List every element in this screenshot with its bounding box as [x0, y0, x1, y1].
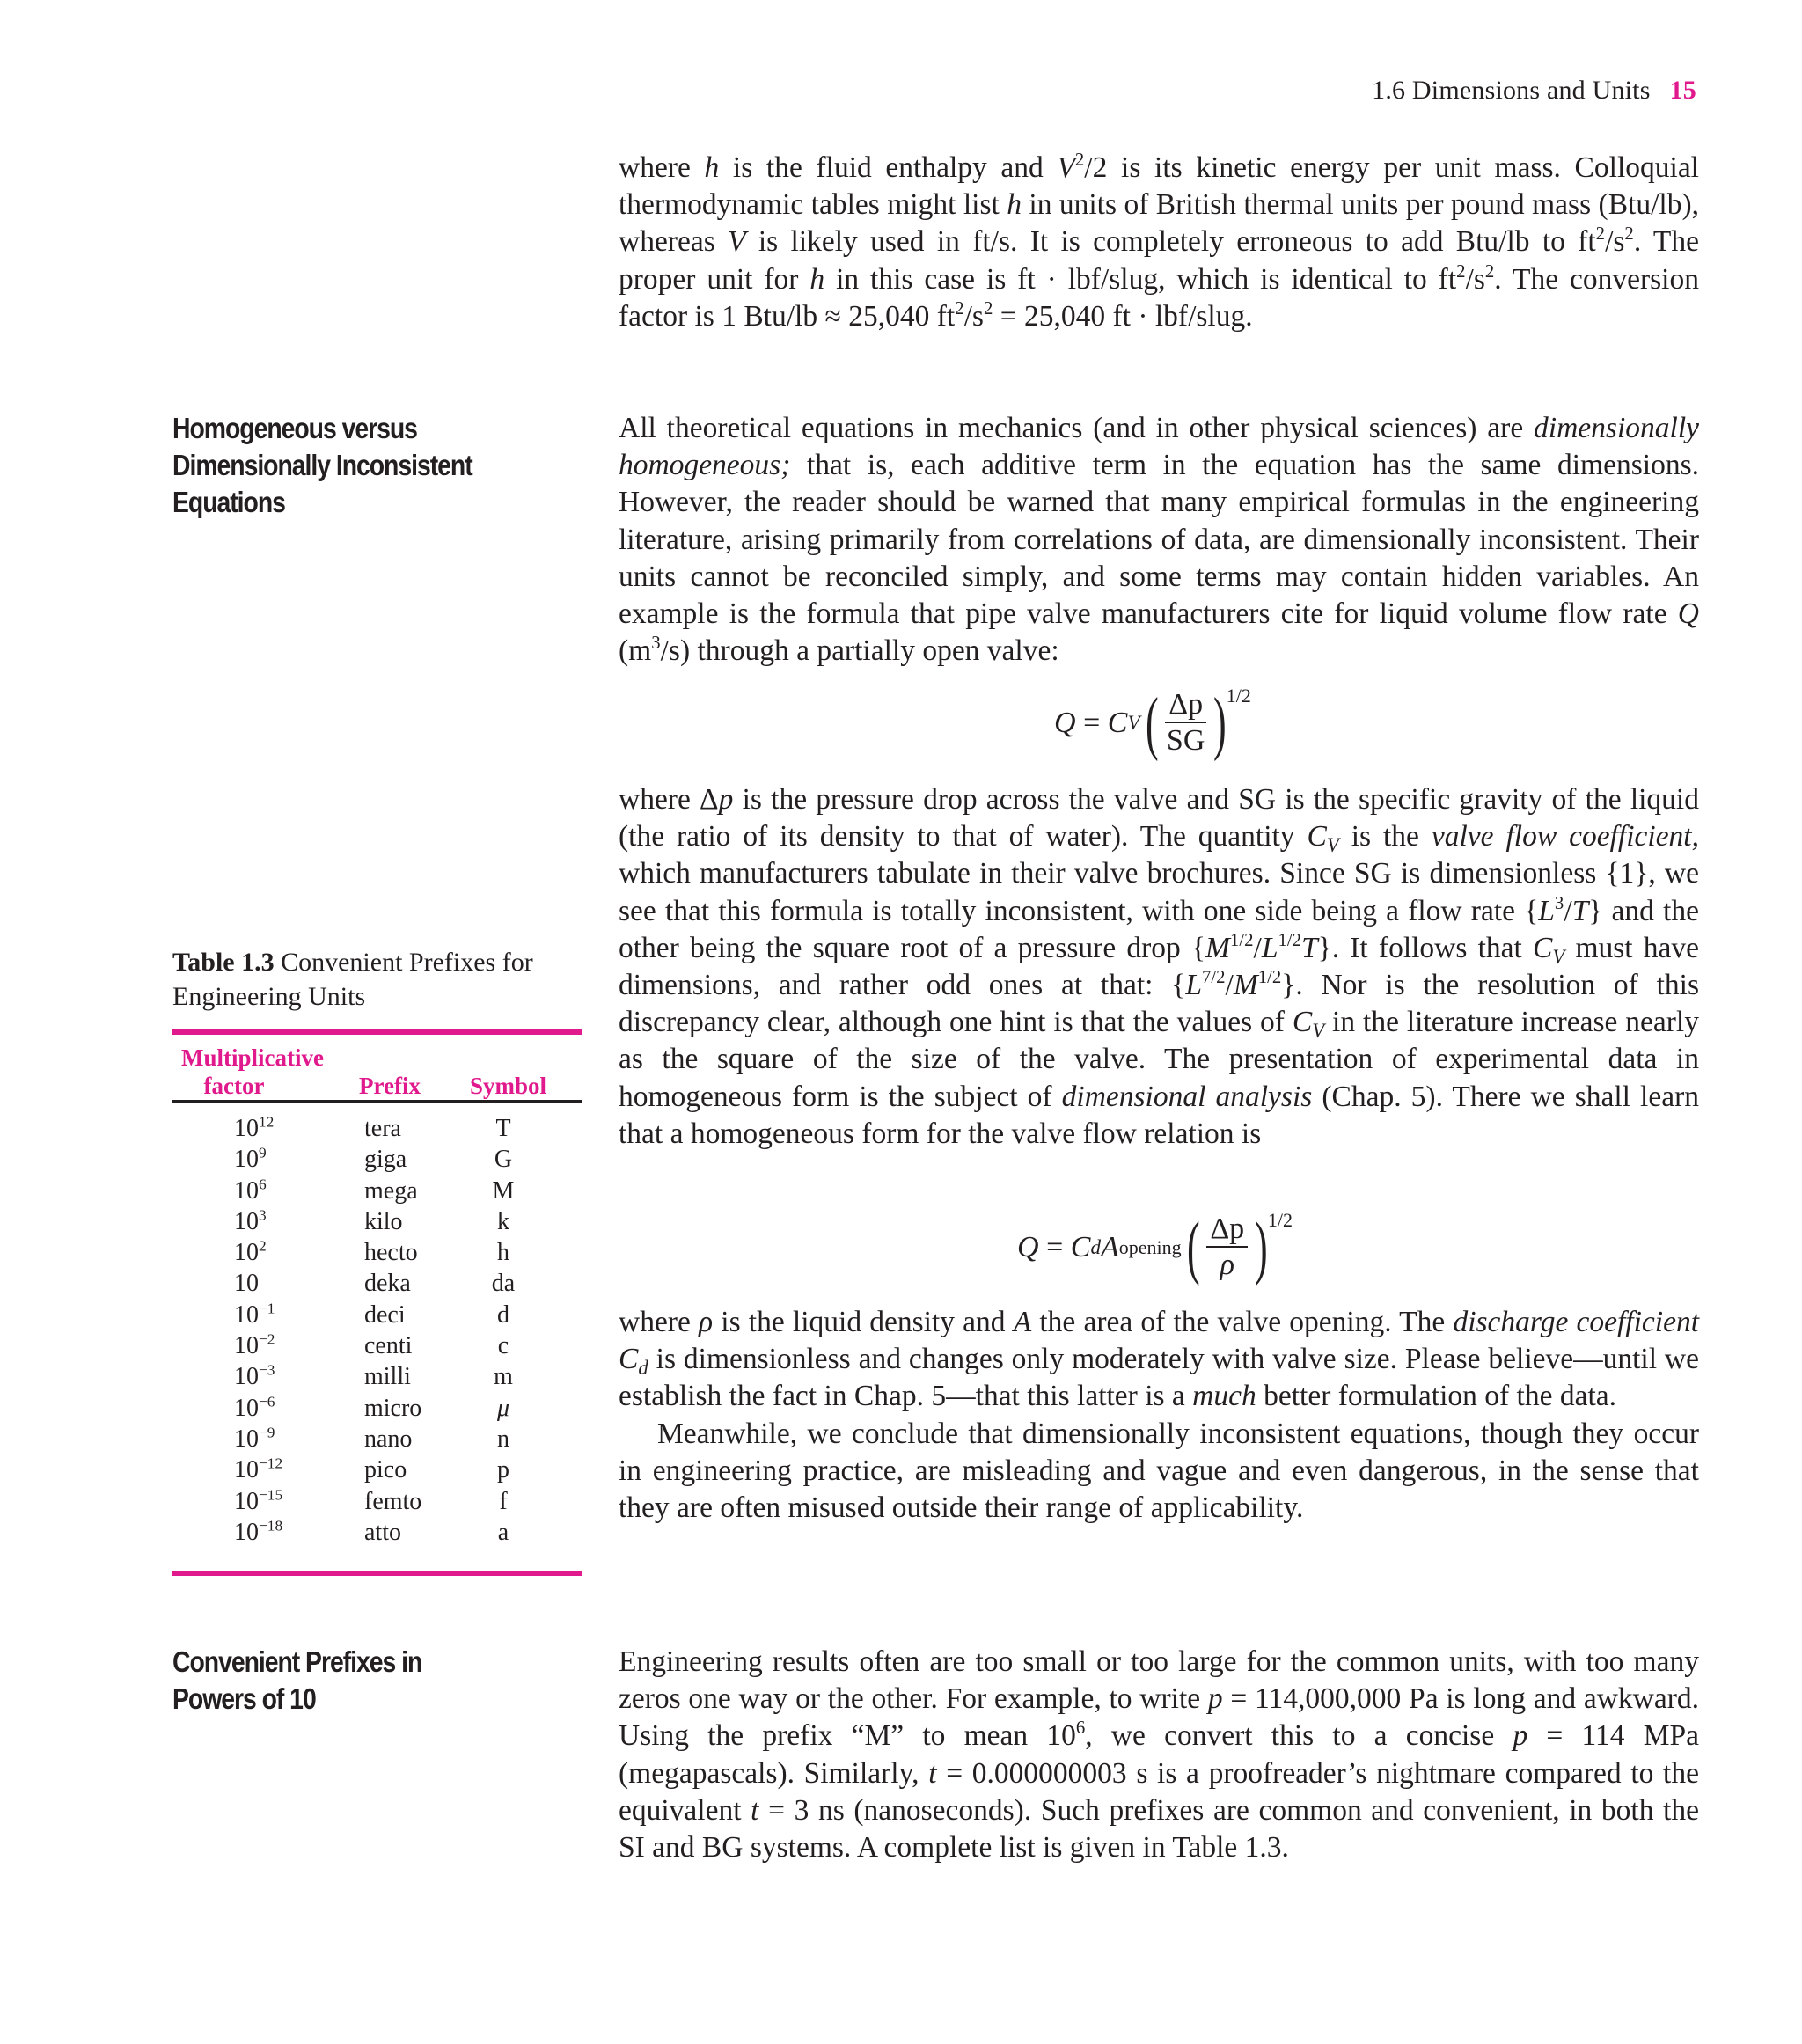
section-heading-homogeneous: Homogeneous versus Dimensionally Inconsistent Equations: [172, 412, 472, 518]
table-header: [172, 1035, 582, 1100]
cell-factor: $10^{-6}$: [234, 1392, 275, 1422]
table-row: $10^{-1}$ deci d: [234, 1300, 509, 1329]
cell-prefix: pico: [364, 1456, 407, 1484]
table-row: $10^{12}$ tera T: [234, 1113, 511, 1142]
cell-prefix: giga: [364, 1146, 407, 1174]
cell-factor: 10: [234, 1270, 259, 1298]
table-row: $10^{-15}$ femto f: [234, 1485, 508, 1515]
cell-prefix: micro: [364, 1394, 422, 1422]
page-number: 15: [1669, 76, 1696, 105]
section-heading-prefixes: Convenient Prefixes in Powers of 10: [172, 1645, 422, 1715]
cell-factor: $10^{12}$: [234, 1113, 275, 1142]
cell-prefix: kilo: [364, 1207, 403, 1235]
paragraph-inconsistent: where Δp is the pressure drop across the valve and SG is the specific gravity of the liquid (the ratio of its density to that of water). The quantity $C_V$ is the valve flow coefficient, which manufacturers tabulate in their valve brochures. Since SG is dimensionless {1}, we see that this formula is totally inconsistent, with one side being a flow rate $\{L^3/T\}$ and the other being the square root of a pressure drop $\{M^{1/2}/L^{1/2}T\}$. It follows that $C_V$ must have dimensions, and rather odd ones at that: $\{L^{7/2}/M^{1/2}\}$. Nor is the resolution of this discrepancy clear, although one hint is that the values of $C_V$ in the literature increase nearly as the square of the size of the valve. The presentation of experimental data in homogeneous form is the subject of dimensional analysis (Chap. 5). There we shall learn that a homogeneous form for the valve flow relation is: [619, 783, 1700, 1150]
table-bottom-rule: [172, 1571, 582, 1576]
cell-factor: $10^{-2}$: [234, 1330, 275, 1360]
table-row: $10^{-3}$ milli m: [234, 1361, 513, 1391]
table-caption: Table 1.3 Convenient Prefixes for Engineering Units: [172, 948, 533, 1011]
col-header-factor: Multiplicative factor: [181, 1044, 324, 1099]
cell-prefix: atto: [364, 1518, 401, 1546]
cell-prefix: mega: [364, 1176, 418, 1205]
col-header-prefix: Prefix: [359, 1073, 421, 1099]
cell-factor: $10^{-18}$: [234, 1517, 283, 1546]
table-row: $10^2$ hecto h: [234, 1237, 509, 1267]
paragraph-meanwhile: Meanwhile, we conclude that dimensionally inconsistent equations, though they occur in engineering practice, are misleading and vague and even dangerous, in the sense that they are often misused outside their range of applicability.: [619, 1417, 1699, 1525]
cell-prefix: deka: [364, 1270, 411, 1298]
table-row: $10^6$ mega M: [234, 1175, 515, 1205]
section-title: 1.6 Dimensions and Units: [1372, 76, 1651, 105]
cell-prefix: milli: [364, 1363, 411, 1391]
cell-factor: $10^{-9}$: [234, 1424, 275, 1453]
cell-factor: $10^2$: [234, 1237, 267, 1267]
paragraph-homogeneous: All theoretical equations in mechanics (and in other physical sciences) are dimensionally homogeneous; that is, each additive term in the equation has the same dimensions. However, the reader should be warned that many empirical formulas in the engineering literature, arising primarily from correlations of data, are dimensionally inconsistent. Their units cannot be reconciled simply, and some terms may contain hidden variables. An example is the formula that pipe valve manufacturers cite for liquid volume flow rate Q $(m^3/s)$ through a partially open valve:: [619, 412, 1699, 668]
intro-paragraph: where h is the fluid enthalpy and $V^2/2$ is its kinetic energy per unit mass. Colloquial thermodynamic tables might list h in units of British thermal units per pound mass (Btu/lb), whereas V is likely used in ft/s. It is completely erroneous to add Btu/lb to $ft^2/s^2$. The proper unit for h in this case is ft · lbf/slug, which is identical to $ft^2/s^2$. The conversion factor is 1 Btu/lb ≈ 25,040 $ft^2/s^2 = 25,040$ ft · lbf/slug.: [619, 150, 1699, 333]
cell-prefix: deci: [364, 1300, 406, 1329]
table-row: $10^{-6}$ micro μ: [234, 1392, 510, 1422]
table-row: $10^{-12}$ pico p: [234, 1454, 509, 1484]
cell-factor: $10^{-12}$: [234, 1454, 283, 1484]
equation-discharge: Q = C d A opening ( $\frac{\Delta p}{\rho}$ ) 1/2: [1017, 1209, 1293, 1286]
prefix-table: [172, 945, 582, 1576]
table-row: $10^3$ kilo k: [234, 1206, 509, 1235]
cell-prefix: centi: [364, 1332, 413, 1360]
cell-prefix: tera: [364, 1115, 401, 1142]
cell-factor: $10^{-1}$: [234, 1300, 275, 1329]
table-row: $10^9$ giga G: [234, 1144, 513, 1174]
col-header-symbol: Symbol: [470, 1073, 547, 1099]
cell-factor: $10^{-15}$: [234, 1485, 283, 1515]
cell-prefix: hecto: [364, 1239, 418, 1267]
cell-factor: $10^6$: [234, 1175, 267, 1205]
paragraph-discharge: where ρ is the liquid density and A the area of the valve opening. The discharge coefficient $C_d$ is dimensionless and changes only moderately with valve size. Please believe—until we establish the fact in Chap. 5—that this latter is a much better formulation of the data. Meanwhile, we conclude that dimensionally inconsistent equations, though they occur in engineering practice, are misleading and vague and even dangerous, in the sense that they are often misused outside their range of applicability.: [619, 1304, 1699, 1527]
cell-prefix: femto: [364, 1487, 422, 1515]
cell-factor: $10^3$: [234, 1206, 267, 1235]
paragraph-prefixes: Engineering results often are too small or too large for the common units, with too many zeros one way or the other. For example, to write p = 114,000,000 Pa is long and awkward. Using the prefix “M” to mean $10^6$, we convert this to a concise p = 114 MPa (megapascals). Similarly, t = 0.000000003 s is a proofreader’s nightmare compared to the equivalent t = 3 ns (nanoseconds). Such prefixes are common and convenient, in both the SI and BG systems. A complete list is given in Table 1.3.: [619, 1645, 1700, 1865]
table-row: $10^{-2}$ centi c: [234, 1330, 509, 1360]
cell-factor: $10^9$: [234, 1144, 267, 1174]
equation-valve-flow: Q = C V ( $\frac{\Delta p}{SG}$ ) 1/2: [1054, 685, 1251, 762]
table-row: $10^{-18}$ atto a: [234, 1517, 509, 1546]
table-row: 10 deka da: [234, 1270, 516, 1298]
table-row: $10^{-9}$ nano n: [234, 1424, 509, 1453]
table-body: [172, 1103, 582, 1571]
cell-factor: $10^{-3}$: [234, 1361, 275, 1391]
running-head: [1372, 76, 1696, 106]
cell-prefix: nano: [364, 1425, 413, 1453]
